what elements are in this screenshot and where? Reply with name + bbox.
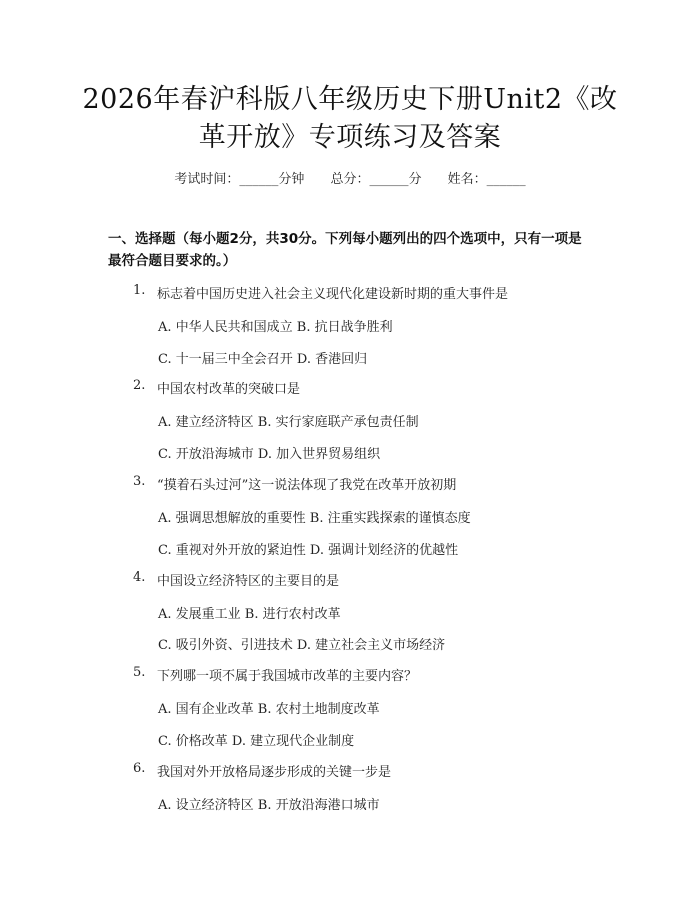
question-number: 4. [133,570,146,585]
exam-info-row [0,168,700,187]
question-options-line: A. 国有企业改革 B. 农村土地制度改革 [158,702,380,717]
question-options-line: C. 重视对外开放的紧迫性 D. 强调计划经济的优越性 [158,543,459,558]
question-options-line: C. 十一届三中全会召开 D. 香港回归 [158,352,368,367]
question-text: 我国对外开放格局逐步形成的关键一步是 [157,765,392,780]
question-text: 中国设立经济特区的主要目的是 [157,574,340,589]
question-text: “摸着石头过河”这一说法体现了我党在改革开放初期 [157,478,457,493]
question-options-line: A. 中华人民共和国成立 B. 抗日战争胜利 [158,320,393,335]
document-title-line-2: 革开放》专项练习及答案 [198,122,502,153]
question-number: 2. [133,378,146,393]
question-options-line: C. 价格改革 D. 建立现代企业制度 [158,734,355,749]
section-heading-line-2: 最符合题目要求的。） [108,253,237,269]
question-options-line: C. 开放沿海城市 D. 加入世界贸易组织 [158,447,381,462]
document-title-line-1: 2026年春沪科版八年级历史下册Unit2《改 [82,84,618,115]
question-number: 5. [133,665,146,680]
exam-time-field: 考试时间：______分钟 [174,172,305,187]
question-options-line: A. 建立经济特区 B. 实行家庭联产承包责任制 [158,415,419,430]
question-options-line: A. 强调思想解放的重要性 B. 注重实践探索的谨慎态度 [158,511,471,526]
question-options-line: A. 设立经济特区 B. 开放沿海港口城市 [158,798,380,813]
question-number: 1. [133,283,146,298]
name-field: 姓名：______ [447,172,526,187]
question-text: 下列哪一项不属于我国城市改革的主要内容？ [157,669,418,684]
question-number: 3. [133,474,146,489]
section-heading-line-1: 一、选择题（每小题2分，共30分。下列每小题列出的四个选项中，只有一项是 [108,231,582,247]
question-text: 中国农村改革的突破口是 [157,382,301,397]
question-options-line: A. 发展重工业 B. 进行农村改革 [158,607,341,622]
question-number: 6. [133,761,146,776]
question-text: 标志着中国历史进入社会主义现代化建设新时期的重大事件是 [157,287,509,302]
total-score-field: 总分：______分 [330,172,422,187]
question-options-line: C. 吸引外资、引进技术 D. 建立社会主义市场经济 [158,638,446,653]
